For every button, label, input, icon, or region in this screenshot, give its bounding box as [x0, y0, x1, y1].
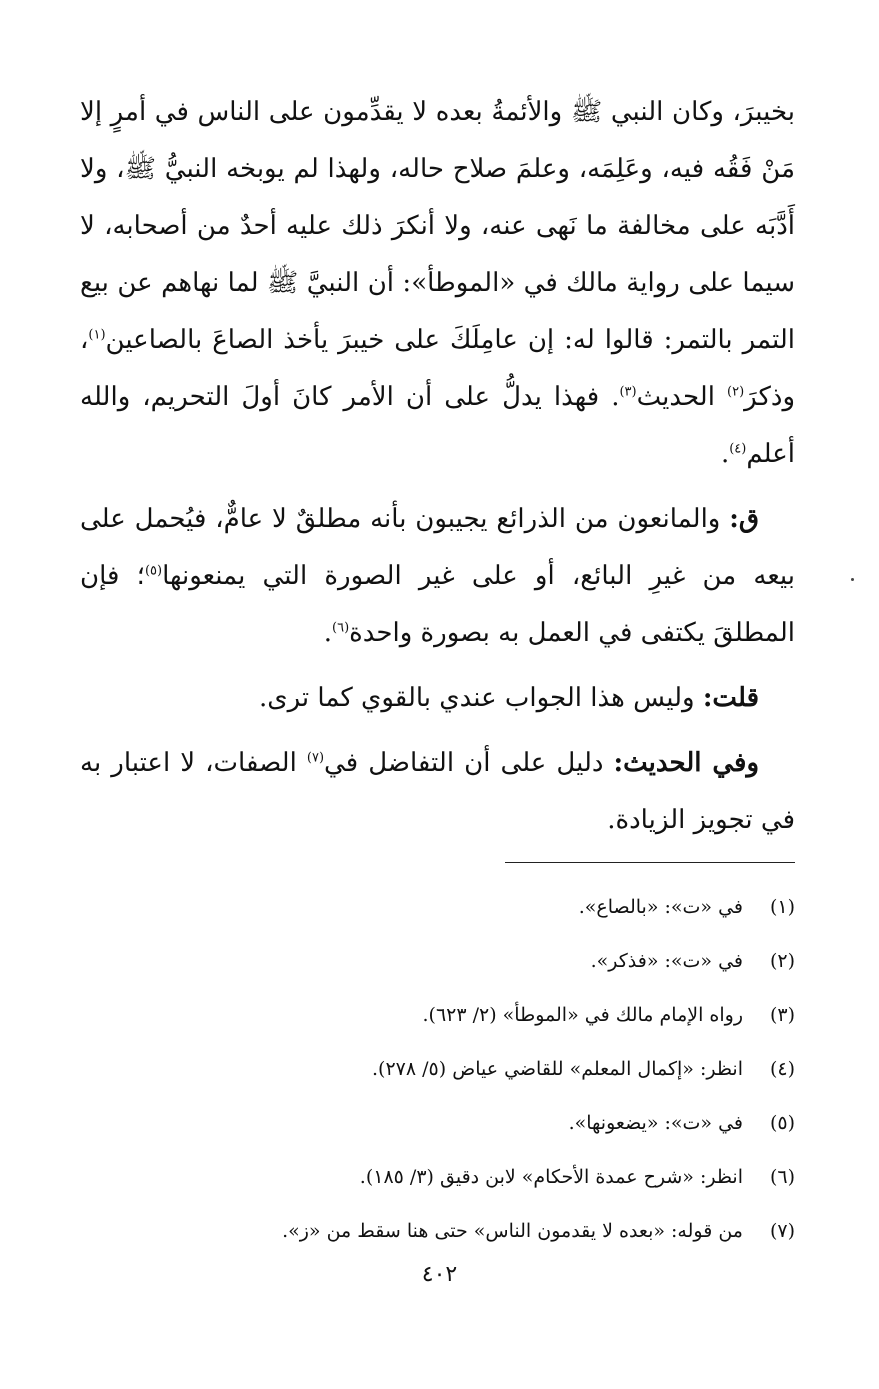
paragraph-text: الحديث [636, 382, 727, 412]
footnotes-list [80, 880, 795, 1258]
footnote-ref[interactable]: (٥) [144, 563, 163, 579]
paragraph-text: الصفات، لا اعتبار به في تجويز الزيادة. [80, 748, 795, 835]
paragraph [80, 735, 795, 849]
paragraph [80, 491, 795, 662]
footnote-ref[interactable]: (٦) [332, 620, 350, 636]
footnote-ref[interactable]: (١) [88, 327, 106, 343]
footnote-number: (١) [769, 896, 795, 918]
paragraph-text: . فهذا يدلُّ على أن الأمر كانَ أولَ التحريم، والله أعلم [80, 382, 795, 469]
paragraph-text: . [720, 439, 730, 469]
paragraph-text: . [323, 618, 332, 648]
footnote-item [80, 934, 795, 988]
margin-mark [851, 578, 854, 581]
footnote-separator [505, 862, 795, 863]
footnote-text: في «ت»: «يضعونها». [568, 1112, 743, 1134]
footnote-text: في «ت»: «فذكر». [590, 950, 743, 972]
page-number: ٤٠٢ [421, 1262, 458, 1287]
paragraph [80, 670, 795, 727]
paragraph-text: والمانعون من الذرائع يجيبون بأنه مطلقٌ لا عامٌّ، فيُحمل على بيعه من غيرِ البائع، أو على غير الصورة التي يمنعونها [80, 504, 795, 591]
footnote-item [80, 1096, 795, 1150]
paragraph-text: ، وذكرَ [80, 325, 795, 412]
paragraph-text: بخيبرَ، وكان النبي ﷺ والأئمةُ بعده لا يقدِّمون على الناس في أمرٍ إلا مَنْ فَقُه فيه، وعَلِمَه، وعلمَ صلاح حاله، ولهذا لم يوبخه النبيُّ ﷺ، ولا أَدَّبَه على مخالفة ما نَهى عنه، ولا أنكرَ ذلك عليه أحدٌ من أصحابه، لا سيما على رواية مالك في «الموطأ»: أن النبيَّ ﷺ لما نهاهم عن بيع التمر بالتمر: قالوا له: إن عامِلَكَ على خيبرَ يأخذ الصاعَ بالصاعين [80, 97, 795, 355]
paragraph-lead: قلت: [702, 683, 759, 713]
paragraph-text: ؛ فإن المطلقَ يكتفى في العمل به بصورة واحدة [80, 561, 795, 648]
paragraph [80, 84, 795, 483]
footnote-number: (٢) [769, 950, 795, 972]
footnote-ref[interactable]: (٢) [727, 384, 745, 400]
footnote-text: انظر: «إكمال المعلم» للقاضي عياض (٥/ ٢٧٨). [372, 1058, 743, 1080]
footnote-item [80, 1204, 795, 1258]
footnote-number: (٣) [769, 1004, 795, 1026]
paragraph-lead: ق: [729, 504, 759, 534]
paragraph-lead: وفي الحديث: [613, 748, 759, 778]
footnote-ref[interactable]: (٧) [306, 750, 325, 766]
footnote-item [80, 1042, 795, 1096]
footnote-item [80, 1150, 795, 1204]
footnote-text: انظر: «شرح عمدة الأحكام» لابن دقيق (٣/ ١٨٥). [359, 1166, 743, 1188]
footnote-ref[interactable]: (٣) [619, 384, 637, 400]
footnote-item [80, 880, 795, 934]
footnote-ref[interactable]: (٤) [729, 441, 747, 457]
footnote-number: (٤) [769, 1058, 795, 1080]
footnote-number: (٦) [769, 1166, 795, 1188]
main-text [80, 84, 795, 857]
paragraph-text: دليل على أن التفاضل في [324, 748, 614, 778]
paragraph-text: وليس هذا الجواب عندي بالقوي كما ترى. [258, 683, 703, 713]
footnote-item [80, 988, 795, 1042]
footnote-text: رواه الإمام مالك في «الموطأ» (٢/ ٦٢٣). [422, 1004, 743, 1026]
footnote-number: (٥) [769, 1112, 795, 1134]
footnote-text: في «ت»: «بالصاع». [578, 896, 743, 918]
footnote-number: (٧) [769, 1220, 795, 1242]
footnote-text: من قوله: «بعده لا يقدمون الناس» حتى هنا سقط من «ز». [282, 1220, 743, 1242]
